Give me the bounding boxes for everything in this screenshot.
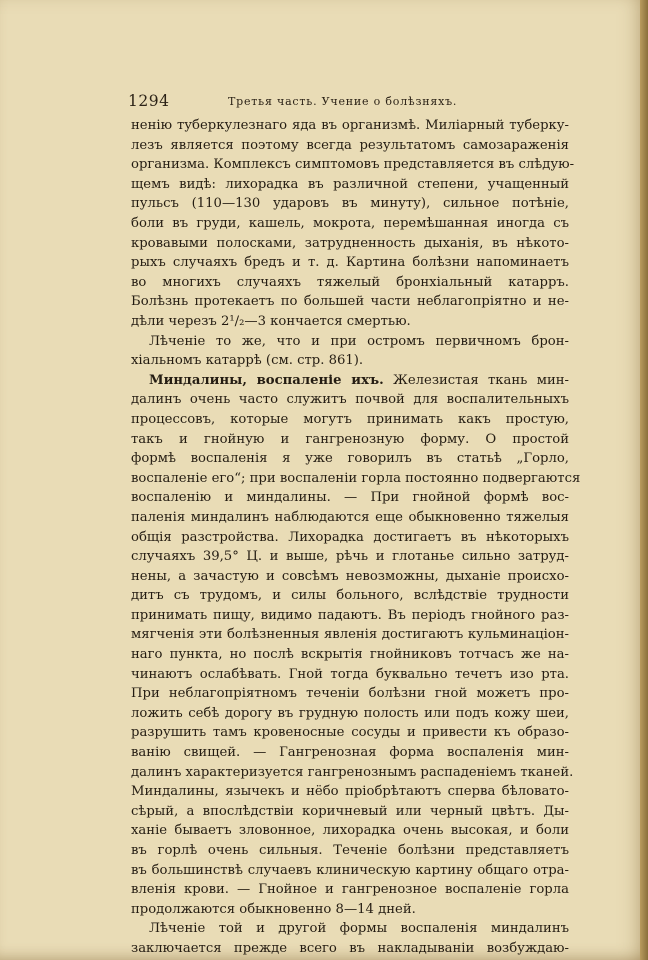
section-heading: Миндалины, воспаленіе ихъ. [149, 373, 384, 388]
text-line: въ большинствѣ случаевъ клиническую картину общаго отра- [131, 863, 569, 878]
section-heading-line [149, 372, 569, 389]
running-head: Третья часть. Учение о болѣзняхъ. [228, 95, 458, 108]
text-line: Болѣзнь протекаетъ по большей части неблагопріятно и не- [131, 294, 569, 309]
text-line: дитъ съ трудомъ, и силы больного, вслѣдствіе трудности [131, 588, 569, 603]
text-line: ненію туберкулезнаго яда въ организмѣ. Миліарный туберку- [131, 118, 569, 133]
text-line: нены, а зачастую и совсѣмъ невозможны, дыханіе происхо- [131, 569, 569, 584]
text-line: продолжаются обыкновенно 8—14 дней. [131, 902, 416, 917]
text-line: въ горлѣ очень сильныя. Теченіе болѣзни представляетъ [131, 843, 569, 858]
text-line: пульсъ (110—130 ударовъ въ минуту), сильное потѣніе, [131, 196, 569, 211]
text-line: ханіе бываетъ зловонное, лихорадка очень высокая, и боли [131, 823, 569, 838]
text-line: наго пункта, но послѣ вскрытія гнойниковъ тотчасъ же на- [131, 647, 569, 662]
text-line: При неблагопріятномъ теченіи болѣзни гной можетъ про- [131, 686, 569, 701]
page-number: 1294 [128, 92, 170, 110]
text-line: формѣ воспаленія я уже говорилъ въ статьѣ „Горло, [131, 451, 569, 466]
page-header [128, 92, 568, 112]
text-line: заключается прежде всего въ накладываніи возбуждаю- [131, 941, 569, 956]
text-line: кровавыми полосками, затрудненность дыханія, въ нѣкото- [131, 236, 569, 251]
text-line: организма. Комплексъ симптомовъ представляется въ слѣдую- [131, 157, 575, 172]
text-line: случаяхъ 39,5° Ц. и выше, рѣчь и глотанье сильно затруд- [131, 549, 569, 564]
text-line: далинъ очень часто служитъ почвой для воспалительныхъ [131, 392, 569, 407]
text-line: разрушить тамъ кровеносные сосуды и привести къ образо- [131, 725, 569, 740]
text-line: паленія миндалинъ наблюдаются еще обыкновенно тяжелыя [131, 510, 569, 525]
text-line: Лѣченіе той и другой формы воспаленія миндалинъ [149, 921, 569, 936]
text-line: такъ и гнойную и гангренозную форму. О простой [131, 432, 569, 447]
text-line: чинаютъ ослабѣвать. Гной тогда буквально течетъ изо рта. [131, 667, 569, 682]
text-run: Железистая ткань мин- [383, 373, 569, 388]
text-line: дѣли черезъ 2¹/₂—3 кончается смертью. [131, 314, 411, 329]
text-line: воспаленіе его“; при воспаленіи горла постоянно подвергаются [131, 471, 581, 486]
text-line: воспаленію и миндалины. — При гнойной формѣ вос- [131, 490, 569, 505]
text-line: Миндалины, язычекъ и нёбо пріобрѣтаютъ сперва бѣловато- [131, 784, 569, 799]
page-edge-shadow [640, 0, 648, 960]
text-line: принимать пищу, видимо падаютъ. Въ періодъ гнойного раз- [131, 608, 569, 623]
text-line: щемъ видѣ: лихорадка въ различной степени, учащенный [131, 177, 569, 192]
text-line: рыхъ случаяхъ бредъ и т. д. Картина болѣзни напоминаетъ [131, 255, 569, 270]
text-line: хіальномъ катаррѣ (см. стр. 861). [131, 353, 364, 368]
text-line: сѣрый, а впослѣдствіи коричневый или черный цвѣтъ. Ды- [131, 804, 569, 819]
text-line: мягченія эти болѣзненныя явленія достигаютъ кульминаціон- [131, 627, 569, 642]
text-line: вленія крови. — Гнойное и гангренозное воспаленіе горла [131, 882, 569, 897]
text-line: далинъ характеризуется гангренознымъ распаденіемъ тканей. [131, 765, 574, 780]
text-line: во многихъ случаяхъ тяжелый бронхіальный катарръ. [131, 275, 569, 290]
text-line: процессовъ, которые могутъ принимать какъ простую, [131, 412, 569, 427]
text-line: боли въ груди, кашель, мокрота, перемѣшанная иногда съ [131, 216, 569, 231]
text-line: общія разстройства. Лихорадка достигаетъ въ нѣкоторыхъ [131, 530, 569, 545]
text-line: ванію свищей. — Гангренозная форма воспаленія мин- [131, 745, 569, 760]
text-line: лезъ является поэтому всегда результатомъ самозараженія [131, 138, 569, 153]
text-line: Лѣченіе то же, что и при остромъ первичномъ брон- [149, 334, 569, 349]
text-line: ложить себѣ дорогу въ грудную полость или подъ кожу шеи, [131, 706, 569, 721]
